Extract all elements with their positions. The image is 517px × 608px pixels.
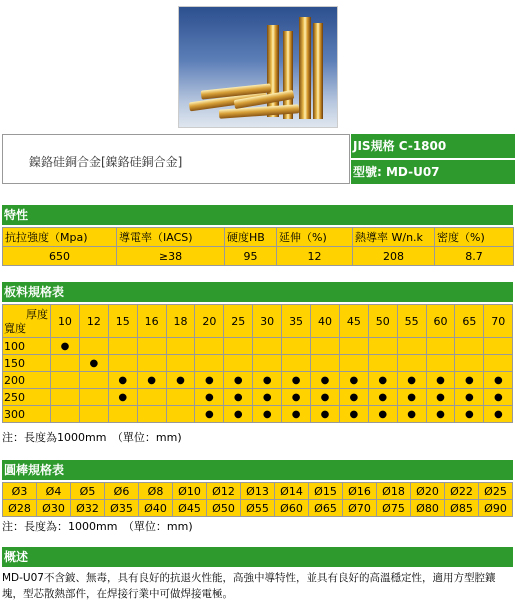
- property-header: 導電率（IACS): [117, 228, 225, 247]
- thickness-header: 30: [253, 305, 282, 338]
- thickness-header: 12: [79, 305, 108, 338]
- availability-mark: ●: [484, 406, 513, 423]
- sheet-row: [3, 406, 513, 423]
- availability-mark: [79, 338, 108, 355]
- product-title: 鎳鉻硅銅合金[鎳鉻硅銅合金]: [29, 155, 183, 169]
- jis-standard: JIS規格 C-1800: [353, 139, 447, 153]
- round-bar-note: 注：長度為：1000mm （單位：mm): [2, 520, 193, 533]
- diameter-cell: Ø32: [71, 500, 105, 517]
- property-value: 95: [225, 247, 277, 266]
- round-bar-row: [3, 483, 513, 500]
- property-header: 抗拉強度（Mpa): [3, 228, 117, 247]
- availability-mark: ●: [108, 372, 137, 389]
- availability-mark: ●: [253, 389, 282, 406]
- availability-mark: [137, 338, 166, 355]
- availability-mark: [166, 338, 195, 355]
- availability-mark: [368, 338, 397, 355]
- diameter-cell: Ø70: [343, 500, 377, 517]
- width-value: 200: [3, 372, 51, 389]
- availability-mark: ●: [339, 389, 368, 406]
- availability-mark: [51, 389, 80, 406]
- corner-cell: [3, 305, 51, 338]
- thickness-header: 50: [368, 305, 397, 338]
- thickness-label: 厚度: [26, 308, 48, 321]
- diameter-cell: Ø8: [139, 483, 173, 500]
- product-title-box: [2, 134, 350, 184]
- width-label: 寬度: [4, 322, 26, 335]
- availability-mark: [426, 338, 455, 355]
- availability-mark: ●: [195, 389, 224, 406]
- availability-mark: ●: [195, 406, 224, 423]
- availability-mark: ●: [253, 372, 282, 389]
- availability-mark: [339, 355, 368, 372]
- width-value: 150: [3, 355, 51, 372]
- width-value: 250: [3, 389, 51, 406]
- diameter-cell: Ø35: [105, 500, 139, 517]
- round-bar-row: [3, 500, 513, 517]
- diameter-cell: Ø28: [3, 500, 37, 517]
- availability-mark: [484, 355, 513, 372]
- availability-mark: ●: [195, 372, 224, 389]
- diameter-cell: Ø6: [105, 483, 139, 500]
- round-bar-table: [2, 482, 513, 517]
- availability-mark: [426, 355, 455, 372]
- availability-mark: [397, 338, 426, 355]
- diameter-cell: Ø22: [445, 483, 479, 500]
- availability-mark: [108, 338, 137, 355]
- thickness-header: 70: [484, 305, 513, 338]
- sheet-row: [3, 372, 513, 389]
- thickness-header: 15: [108, 305, 137, 338]
- availability-mark: [79, 406, 108, 423]
- availability-mark: ●: [224, 372, 253, 389]
- property-value: 12: [277, 247, 353, 266]
- availability-mark: [455, 355, 484, 372]
- round-bar-heading: 圓棒規格表: [2, 460, 513, 480]
- availability-mark: ●: [368, 372, 397, 389]
- thickness-header: 45: [339, 305, 368, 338]
- diameter-cell: Ø15: [309, 483, 343, 500]
- availability-mark: [484, 338, 513, 355]
- thickness-header: 18: [166, 305, 195, 338]
- diameter-cell: Ø75: [377, 500, 411, 517]
- availability-mark: [339, 338, 368, 355]
- sheet-row: [3, 355, 513, 372]
- diameter-cell: Ø10: [173, 483, 207, 500]
- availability-mark: ●: [166, 372, 195, 389]
- property-header: 延伸（%): [277, 228, 353, 247]
- thickness-header: 25: [224, 305, 253, 338]
- availability-mark: ●: [311, 389, 340, 406]
- availability-mark: [137, 406, 166, 423]
- availability-mark: [51, 355, 80, 372]
- availability-mark: [51, 406, 80, 423]
- availability-mark: [253, 338, 282, 355]
- property-header: 密度（%): [435, 228, 514, 247]
- model-number: 型號: MD-U07: [351, 158, 515, 184]
- thickness-header: 55: [397, 305, 426, 338]
- availability-mark: [166, 406, 195, 423]
- availability-mark: ●: [455, 372, 484, 389]
- availability-mark: [195, 355, 224, 372]
- availability-mark: ●: [426, 389, 455, 406]
- thickness-header: 65: [455, 305, 484, 338]
- sheet-spec-heading: 板料規格表: [2, 282, 513, 302]
- diameter-cell: Ø60: [275, 500, 309, 517]
- diameter-cell: Ø80: [411, 500, 445, 517]
- diameter-cell: Ø3: [3, 483, 37, 500]
- availability-mark: [195, 338, 224, 355]
- properties-table: [2, 227, 514, 266]
- availability-mark: ●: [455, 406, 484, 423]
- availability-mark: [311, 338, 340, 355]
- availability-mark: ●: [79, 355, 108, 372]
- availability-mark: [224, 355, 253, 372]
- property-header: 熱導率 W/n.k: [353, 228, 435, 247]
- availability-mark: ●: [397, 406, 426, 423]
- availability-mark: ●: [224, 389, 253, 406]
- diameter-cell: Ø45: [173, 500, 207, 517]
- sheet-row: [3, 338, 513, 355]
- availability-mark: [166, 355, 195, 372]
- availability-mark: ●: [282, 389, 311, 406]
- availability-mark: ●: [455, 389, 484, 406]
- diameter-cell: Ø13: [241, 483, 275, 500]
- diameter-cell: Ø25: [479, 483, 513, 500]
- availability-mark: [311, 355, 340, 372]
- availability-mark: [108, 406, 137, 423]
- availability-mark: ●: [484, 389, 513, 406]
- properties-heading: 特性: [2, 205, 513, 225]
- diameter-cell: Ø18: [377, 483, 411, 500]
- thickness-header: 16: [137, 305, 166, 338]
- availability-mark: [368, 355, 397, 372]
- width-value: 300: [3, 406, 51, 423]
- availability-mark: [253, 355, 282, 372]
- availability-mark: [166, 389, 195, 406]
- availability-mark: ●: [397, 389, 426, 406]
- availability-mark: ●: [368, 406, 397, 423]
- availability-mark: ●: [282, 372, 311, 389]
- availability-mark: ●: [137, 372, 166, 389]
- availability-mark: [79, 389, 108, 406]
- availability-mark: ●: [484, 372, 513, 389]
- availability-mark: [137, 389, 166, 406]
- availability-mark: ●: [397, 372, 426, 389]
- diameter-cell: Ø12: [207, 483, 241, 500]
- availability-mark: [282, 338, 311, 355]
- property-value: 208: [353, 247, 435, 266]
- diameter-cell: Ø30: [37, 500, 71, 517]
- sheet-spec-table: [2, 304, 513, 423]
- thickness-header: 40: [311, 305, 340, 338]
- availability-mark: ●: [224, 406, 253, 423]
- availability-mark: [224, 338, 253, 355]
- product-photo: [178, 6, 338, 128]
- availability-mark: ●: [253, 406, 282, 423]
- spec-box: [351, 134, 515, 184]
- diameter-cell: Ø16: [343, 483, 377, 500]
- availability-mark: ●: [311, 372, 340, 389]
- availability-mark: ●: [282, 406, 311, 423]
- diameter-cell: Ø5: [71, 483, 105, 500]
- availability-mark: [455, 338, 484, 355]
- overview-text: MD-U07不含鈹、無毒，具有良好的抗退火性能，高強中導特性，並具有良好的高溫穩定性，適用方型腔鑲塊，型芯散熱部件，在焊接行業中可做焊接電極。: [2, 572, 496, 600]
- property-value: 8.7: [435, 247, 514, 266]
- availability-mark: ●: [108, 389, 137, 406]
- availability-mark: [79, 372, 108, 389]
- availability-mark: ●: [339, 372, 368, 389]
- diameter-cell: Ø40: [139, 500, 173, 517]
- diameter-cell: Ø14: [275, 483, 309, 500]
- width-value: 100: [3, 338, 51, 355]
- thickness-header: 10: [51, 305, 80, 338]
- diameter-cell: Ø65: [309, 500, 343, 517]
- property-value: 650: [3, 247, 117, 266]
- property-value: ≥38: [117, 247, 225, 266]
- diameter-cell: Ø50: [207, 500, 241, 517]
- availability-mark: ●: [51, 338, 80, 355]
- availability-mark: [51, 372, 80, 389]
- diameter-cell: Ø20: [411, 483, 445, 500]
- diameter-cell: Ø4: [37, 483, 71, 500]
- thickness-header: 20: [195, 305, 224, 338]
- overview-heading: 概述: [2, 547, 513, 567]
- thickness-header: 60: [426, 305, 455, 338]
- availability-mark: ●: [339, 406, 368, 423]
- diameter-cell: Ø85: [445, 500, 479, 517]
- availability-mark: [397, 355, 426, 372]
- thickness-header: 35: [282, 305, 311, 338]
- availability-mark: ●: [426, 372, 455, 389]
- availability-mark: ●: [311, 406, 340, 423]
- property-header: 硬度HB: [225, 228, 277, 247]
- availability-mark: [282, 355, 311, 372]
- sheet-note: 注：長度為1000mm （單位：mm): [2, 431, 182, 444]
- availability-mark: [137, 355, 166, 372]
- availability-mark: ●: [426, 406, 455, 423]
- sheet-row: [3, 389, 513, 406]
- availability-mark: ●: [368, 389, 397, 406]
- diameter-cell: Ø90: [479, 500, 513, 517]
- diameter-cell: Ø55: [241, 500, 275, 517]
- availability-mark: [108, 355, 137, 372]
